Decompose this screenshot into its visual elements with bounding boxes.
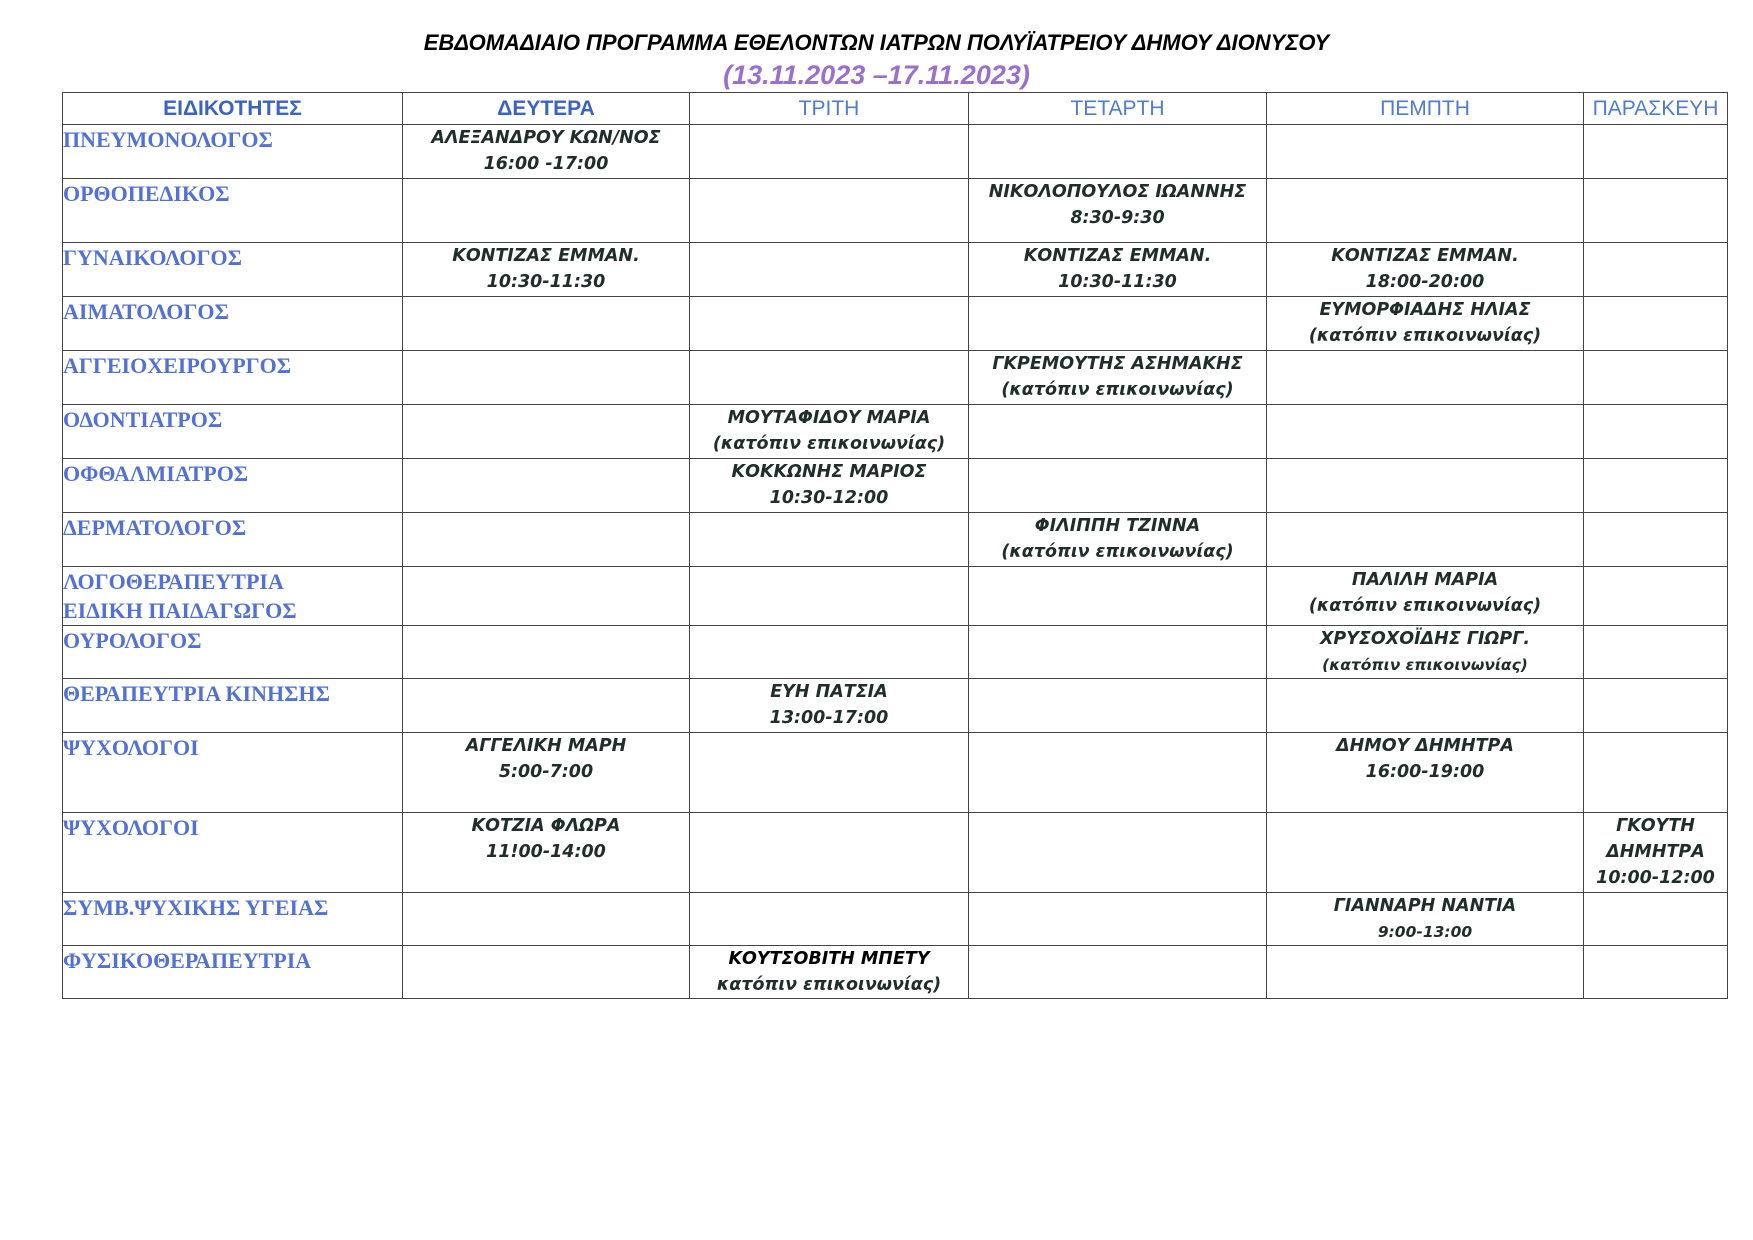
schedule-cell-friday bbox=[1584, 243, 1728, 297]
doctor-name: ΦΙΛΙΠΠΗ ΤΖΙΝΝΑ bbox=[1034, 516, 1201, 536]
schedule-detail: 10:30-12:00 bbox=[769, 488, 889, 508]
schedule-cell-friday bbox=[1584, 179, 1728, 243]
specialty-cell bbox=[63, 733, 403, 813]
schedule-detail: (κατόπιν επικοινωνίας) bbox=[1322, 656, 1528, 674]
schedule-cell-tuesday bbox=[690, 125, 969, 179]
table-row bbox=[63, 813, 1728, 893]
doctor-name: ΓΙΑΝΝΑΡΗ ΝΑΝΤΙΑ bbox=[1333, 896, 1517, 916]
schedule-detail: 10:00-12:00 bbox=[1596, 868, 1715, 888]
schedule-cell-thursday bbox=[1267, 351, 1584, 405]
header-specialties: ΕΙΔΙΚΟΤΗΤΕΣ bbox=[63, 93, 403, 125]
schedule-cell-monday bbox=[403, 893, 690, 946]
specialty-label: ΠΝΕΥΜΟΝΟΛΟΓΟΣ bbox=[63, 127, 273, 152]
table-row bbox=[63, 679, 1728, 733]
schedule-detail: 10:30-11:30 bbox=[1058, 272, 1177, 292]
doctor-name: ΝΙΚΟΛΟΠΟΥΛΟΣ ΙΩΑΝΝΗΣ bbox=[988, 182, 1247, 202]
doctor-name: ΑΓΓΕΛΙΚΗ ΜΑΡΗ bbox=[465, 736, 627, 756]
specialty-cell bbox=[63, 179, 403, 243]
schedule-cell-friday bbox=[1584, 351, 1728, 405]
doctor-name: ΚΟΚΚΩΝΗΣ ΜΑΡΙΟΣ bbox=[731, 462, 927, 482]
schedule-cell-thursday bbox=[1267, 813, 1584, 893]
schedule-cell-tuesday bbox=[690, 513, 969, 567]
schedule-body bbox=[63, 125, 1728, 999]
schedule-detail: 8:30-9:30 bbox=[1070, 208, 1165, 228]
table-row bbox=[63, 351, 1728, 405]
schedule-cell-tuesday bbox=[690, 893, 969, 946]
specialty-label: ΕΙΔΙΚΗ ΠΑΙΔΑΓΩΓΟΣ bbox=[63, 598, 297, 623]
schedule-cell-thursday bbox=[1267, 679, 1584, 733]
table-row bbox=[63, 567, 1728, 626]
doctor-name: ΕΥΗ ΠΑΤΣΙΑ bbox=[770, 682, 888, 702]
schedule-cell-monday bbox=[403, 459, 690, 513]
schedule-detail: ΔΗΜΗΤΡΑ bbox=[1606, 842, 1705, 862]
specialty-cell bbox=[63, 351, 403, 405]
schedule-cell-monday bbox=[403, 946, 690, 999]
specialty-label: ΔΕΡΜΑΤΟΛΟΓΟΣ bbox=[63, 515, 247, 540]
specialty-cell bbox=[63, 813, 403, 893]
schedule-cell-monday bbox=[403, 405, 690, 459]
specialty-label: ΟΦΘΑΛΜΙΑΤΡΟΣ bbox=[63, 461, 249, 486]
schedule-cell-thursday bbox=[1267, 405, 1584, 459]
doctor-name: ΕΥΜΟΡΦΙΑΔΗΣ ΗΛΙΑΣ bbox=[1319, 300, 1531, 320]
specialty-label: ΟΡΘΟΠΕΔΙΚΟΣ bbox=[63, 181, 230, 206]
schedule-cell-monday bbox=[403, 351, 690, 405]
schedule-cell-monday bbox=[403, 297, 690, 351]
table-row bbox=[63, 626, 1728, 679]
table-row bbox=[63, 459, 1728, 513]
schedule-cell-thursday bbox=[1267, 125, 1584, 179]
schedule-cell-tuesday bbox=[690, 405, 969, 459]
date-range: (13.11.2023 –17.11.2023) bbox=[723, 60, 1030, 90]
header-thursday: ΠΕΜΠΤΗ bbox=[1267, 93, 1584, 125]
schedule-cell-tuesday bbox=[690, 679, 969, 733]
table-row bbox=[63, 243, 1728, 297]
table-row bbox=[63, 297, 1728, 351]
specialty-label: ΣΥΜΒ.ΨΥΧΙΚΗΣ ΥΓΕΙΑΣ bbox=[63, 895, 329, 920]
schedule-cell-friday bbox=[1584, 567, 1728, 626]
schedule-cell-wednesday bbox=[969, 733, 1267, 813]
specialty-label: ΟΥΡΟΛΟΓΟΣ bbox=[63, 628, 202, 653]
schedule-detail: 16:00-19:00 bbox=[1365, 762, 1485, 782]
schedule-cell-friday bbox=[1584, 125, 1728, 179]
specialty-cell bbox=[63, 513, 403, 567]
schedule-cell-monday bbox=[403, 125, 690, 179]
header-friday: ΠΑΡΑΣΚΕΥΗ bbox=[1584, 93, 1728, 125]
specialty-label: ΨΥΧΟΛΟΓΟΙ bbox=[63, 735, 199, 760]
schedule-detail: (κατόπιν επικοινωνίας) bbox=[1308, 596, 1542, 616]
doctor-name: ΧΡΥΣΟΧΟΪΔΗΣ ΓΙΩΡΓ. bbox=[1319, 629, 1531, 649]
schedule-cell-wednesday bbox=[969, 297, 1267, 351]
schedule-cell-thursday bbox=[1267, 179, 1584, 243]
schedule-cell-wednesday bbox=[969, 351, 1267, 405]
schedule-cell-wednesday bbox=[969, 567, 1267, 626]
table-row bbox=[63, 513, 1728, 567]
schedule-cell-friday bbox=[1584, 297, 1728, 351]
table-row bbox=[63, 179, 1728, 243]
schedule-cell-wednesday bbox=[969, 405, 1267, 459]
header-row bbox=[63, 93, 1728, 125]
schedule-cell-friday bbox=[1584, 679, 1728, 733]
schedule-detail: 18:00-20:00 bbox=[1365, 272, 1485, 292]
schedule-cell-monday bbox=[403, 567, 690, 626]
schedule-cell-tuesday bbox=[690, 946, 969, 999]
specialty-label: ΨΥΧΟΛΟΓΟΙ bbox=[63, 815, 199, 840]
specialty-label: ΓΥΝΑΙΚΟΛΟΓΟΣ bbox=[63, 245, 242, 270]
doctor-name: ΠΑΛΙΛΗ ΜΑΡΙΑ bbox=[1351, 570, 1499, 590]
schedule-cell-wednesday bbox=[969, 179, 1267, 243]
schedule-cell-thursday bbox=[1267, 297, 1584, 351]
schedule-cell-tuesday bbox=[690, 179, 969, 243]
schedule-cell-monday bbox=[403, 243, 690, 297]
schedule-cell-thursday bbox=[1267, 567, 1584, 626]
schedule-cell-thursday bbox=[1267, 893, 1584, 946]
schedule-cell-monday bbox=[403, 679, 690, 733]
schedule-cell-wednesday bbox=[969, 459, 1267, 513]
schedule-cell-monday bbox=[403, 813, 690, 893]
schedule-cell-tuesday bbox=[690, 626, 969, 679]
schedule-cell-thursday bbox=[1267, 459, 1584, 513]
schedule-cell-friday bbox=[1584, 405, 1728, 459]
doctor-name: ΑΛΕΞΑΝΔΡΟΥ ΚΩΝ/ΝΟΣ bbox=[431, 128, 661, 148]
schedule-detail: 9:00-13:00 bbox=[1377, 923, 1473, 941]
schedule-detail: 10:30-11:30 bbox=[486, 272, 606, 292]
schedule-cell-tuesday bbox=[690, 459, 969, 513]
specialty-cell bbox=[63, 125, 403, 179]
specialty-cell bbox=[63, 679, 403, 733]
schedule-cell-thursday bbox=[1267, 243, 1584, 297]
schedule-cell-wednesday bbox=[969, 243, 1267, 297]
schedule-cell-wednesday bbox=[969, 513, 1267, 567]
table-row bbox=[63, 733, 1728, 813]
doctor-name: ΚΟΤΖΙΑ ΦΛΩΡΑ bbox=[471, 816, 621, 836]
schedule-cell-thursday bbox=[1267, 733, 1584, 813]
schedule-cell-tuesday bbox=[690, 567, 969, 626]
table-row bbox=[63, 893, 1728, 946]
document-title: ΕΒΔΟΜΑΔΙΑΙΟ ΠΡΟΓΡΑΜΜΑ ΕΘΕΛΟΝΤΩΝ ΙΑΤΡΩΝ ΠΟΛΥΪΑΤΡΕΙΟΥ ΔΗΜΟΥ ΔΙΟΝΥΣΟΥ bbox=[423, 30, 1330, 55]
schedule-cell-friday bbox=[1584, 893, 1728, 946]
schedule-cell-wednesday bbox=[969, 893, 1267, 946]
doctor-name: ΜΟΥΤΑΦΙΔΟΥ ΜΑΡΙΑ bbox=[727, 408, 931, 428]
schedule-detail: (κατόπιν επικοινωνίας) bbox=[1001, 542, 1234, 562]
specialty-cell bbox=[63, 567, 403, 626]
schedule-detail: 16:00 -17:00 bbox=[483, 154, 609, 174]
schedule-cell-wednesday bbox=[969, 946, 1267, 999]
schedule-cell-friday bbox=[1584, 733, 1728, 813]
table-row bbox=[63, 405, 1728, 459]
schedule-cell-thursday bbox=[1267, 946, 1584, 999]
doctor-name: ΚΟΝΤΙΖΑΣ ΕΜΜΑΝ. bbox=[1023, 246, 1212, 266]
table-row bbox=[63, 946, 1728, 999]
schedule-detail: (κατόπιν επικοινωνίας) bbox=[1001, 380, 1234, 400]
doctor-name: ΚΟΥΤΣΟΒΙΤΗ ΜΠΕΤΥ bbox=[728, 949, 930, 969]
schedule-table bbox=[62, 92, 1728, 999]
specialty-cell bbox=[63, 893, 403, 946]
schedule-cell-wednesday bbox=[969, 626, 1267, 679]
specialty-cell bbox=[63, 405, 403, 459]
specialty-cell bbox=[63, 243, 403, 297]
schedule-cell-monday bbox=[403, 733, 690, 813]
doctor-name: ΔΗΜΟΥ ΔΗΜΗΤΡΑ bbox=[1336, 736, 1514, 756]
header-monday: ΔΕΥΤΕΡΑ bbox=[403, 93, 690, 125]
schedule-cell-thursday bbox=[1267, 626, 1584, 679]
schedule-cell-tuesday bbox=[690, 243, 969, 297]
specialty-label: ΘΕΡΑΠΕΥΤΡΙΑ ΚΙΝΗΣΗΣ bbox=[63, 681, 330, 706]
schedule-cell-tuesday bbox=[690, 733, 969, 813]
doctor-name: ΓΚΟΥΤΗ bbox=[1616, 816, 1695, 836]
schedule-cell-tuesday bbox=[690, 351, 969, 405]
schedule-cell-monday bbox=[403, 179, 690, 243]
schedule-detail: 11!00-14:00 bbox=[486, 842, 606, 862]
header-tuesday: ΤΡΙΤΗ bbox=[690, 93, 969, 125]
schedule-cell-tuesday bbox=[690, 813, 969, 893]
specialty-cell bbox=[63, 626, 403, 679]
schedule-detail: 13:00-17:00 bbox=[769, 708, 889, 728]
schedule-detail: κατόπιν επικοινωνίας) bbox=[716, 975, 942, 995]
schedule-cell-monday bbox=[403, 626, 690, 679]
schedule-cell-friday bbox=[1584, 813, 1728, 893]
schedule-detail: (κατόπιν επικοινωνίας) bbox=[712, 434, 946, 454]
schedule-cell-thursday bbox=[1267, 513, 1584, 567]
specialty-label: ΦΥΣΙΚΟΘΕΡΑΠΕΥΤΡΙΑ bbox=[63, 948, 312, 973]
schedule-cell-friday bbox=[1584, 626, 1728, 679]
header-wednesday: ΤΕΤΑΡΤΗ bbox=[969, 93, 1267, 125]
specialty-label: ΑΓΓΕΙΟΧΕΙΡΟΥΡΓΟΣ bbox=[63, 353, 292, 378]
specialty-label: ΑΙΜΑΤΟΛΟΓΟΣ bbox=[63, 299, 229, 324]
schedule-detail: (κατόπιν επικοινωνίας) bbox=[1308, 326, 1542, 346]
schedule-cell-monday bbox=[403, 513, 690, 567]
specialty-label: ΛΟΓΟΘΕΡΑΠΕΥΤΡΙΑ bbox=[63, 569, 284, 594]
schedule-cell-wednesday bbox=[969, 125, 1267, 179]
schedule-cell-friday bbox=[1584, 459, 1728, 513]
schedule-detail: 5:00-7:00 bbox=[498, 762, 594, 782]
schedule-cell-friday bbox=[1584, 946, 1728, 999]
doctor-name: ΚΟΝΤΙΖΑΣ ΕΜΜΑΝ. bbox=[1331, 246, 1519, 266]
schedule-cell-tuesday bbox=[690, 297, 969, 351]
doctor-name: ΓΚΡΕΜΟΥΤΗΣ ΑΣΗΜΑΚΗΣ bbox=[992, 354, 1243, 374]
specialty-cell bbox=[63, 946, 403, 999]
schedule-cell-friday bbox=[1584, 513, 1728, 567]
specialty-label: ΟΔΟΝΤΙΑΤΡΟΣ bbox=[63, 407, 223, 432]
schedule-cell-wednesday bbox=[969, 679, 1267, 733]
specialty-cell bbox=[63, 459, 403, 513]
schedule-cell-wednesday bbox=[969, 813, 1267, 893]
table-row bbox=[63, 125, 1728, 179]
specialty-cell bbox=[63, 297, 403, 351]
doctor-name: ΚΟΝΤΙΖΑΣ ΕΜΜΑΝ. bbox=[452, 246, 640, 266]
